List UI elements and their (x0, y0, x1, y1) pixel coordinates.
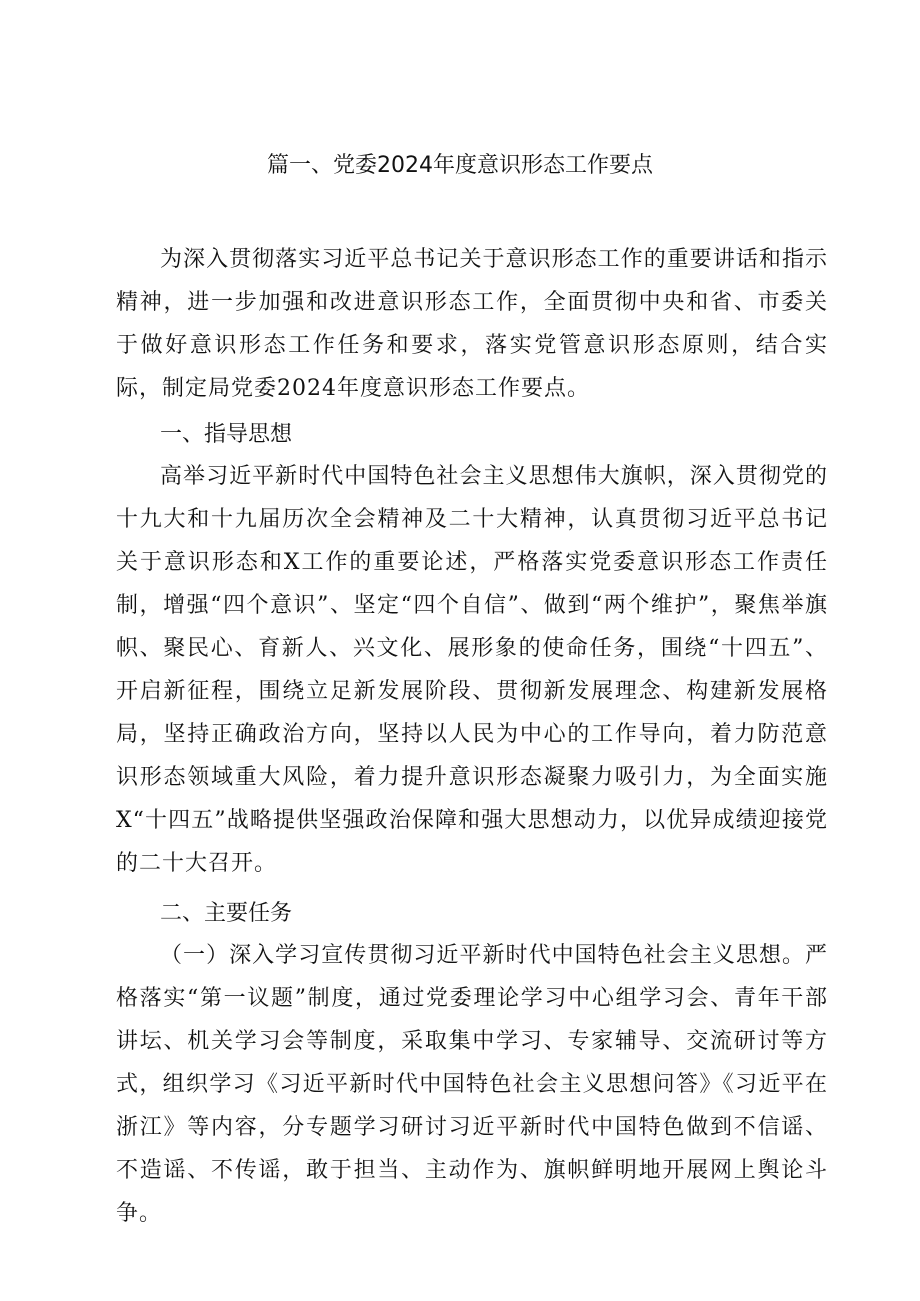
intro-paragraph: 为深入贯彻落实习近平总书记关于意识形态工作的重要讲话和指示精神，进一步加强和改进意识形态工作，全面贯彻中央和省、市委关于做好意识形态工作任务和要求，落实党管意识形态原则，结合实际，制定局党委2024年度意识形态工作要点。 (116, 247, 828, 401)
section1-paragraph-block (116, 455, 828, 885)
section2-paragraph: （一）深入学习宣传贯彻习近平新时代中国特色社会主义思想。严格落实“第一议题”制度，通过党委理论学习中心组学习会、青年干部讲坛、机关学习会等制度，采取集中学习、专家辅导、交流研讨等方式，组织学习《习近平新时代中国特色社会主义思想问答》《习近平在浙江》等内容，分专题学习研讨习近平新时代中国特色做到不信谣、不造谣、不传谣，敢于担当、主动作为、旗帜鲜明地开展网上舆论斗争。 (116, 943, 828, 1226)
section2-paragraph-block (116, 934, 828, 1235)
document-title: 篇一、党委2024年度意识形态工作要点 (267, 153, 653, 178)
section1-paragraph: 高举习近平新时代中国特色社会主义思想伟大旗帜，深入贯彻党的十九大和十九届历次全会精神及二十大精神，认真贯彻习近平总书记关于意识形态和X工作的重要论述，严格落实党委意识形态工作责任制，增强“四个意识”、坚定“四个自信”、做到“两个维护”，聚焦举旗帜、聚民心、育新人、兴文化、展形象的使命任务，围绕“十四五”、开启新征程，围绕立足新发展阶段、贯彻新发展理念、构建新发展格局，坚持正确政治方向，坚持以人民为中心的工作导向，着力防范意识形态领域重大风险，着力提升意识形态凝聚力吸引力，为全面实施X“十四五”战略提供坚强政治保障和强大思想动力，以优异成绩迎接党的二十大召开。 (116, 464, 828, 876)
intro-paragraph-block (116, 238, 828, 410)
section-heading-main-tasks: 二、主要任务 (160, 901, 293, 926)
section-heading-guiding-thought: 一、指导思想 (160, 422, 293, 447)
